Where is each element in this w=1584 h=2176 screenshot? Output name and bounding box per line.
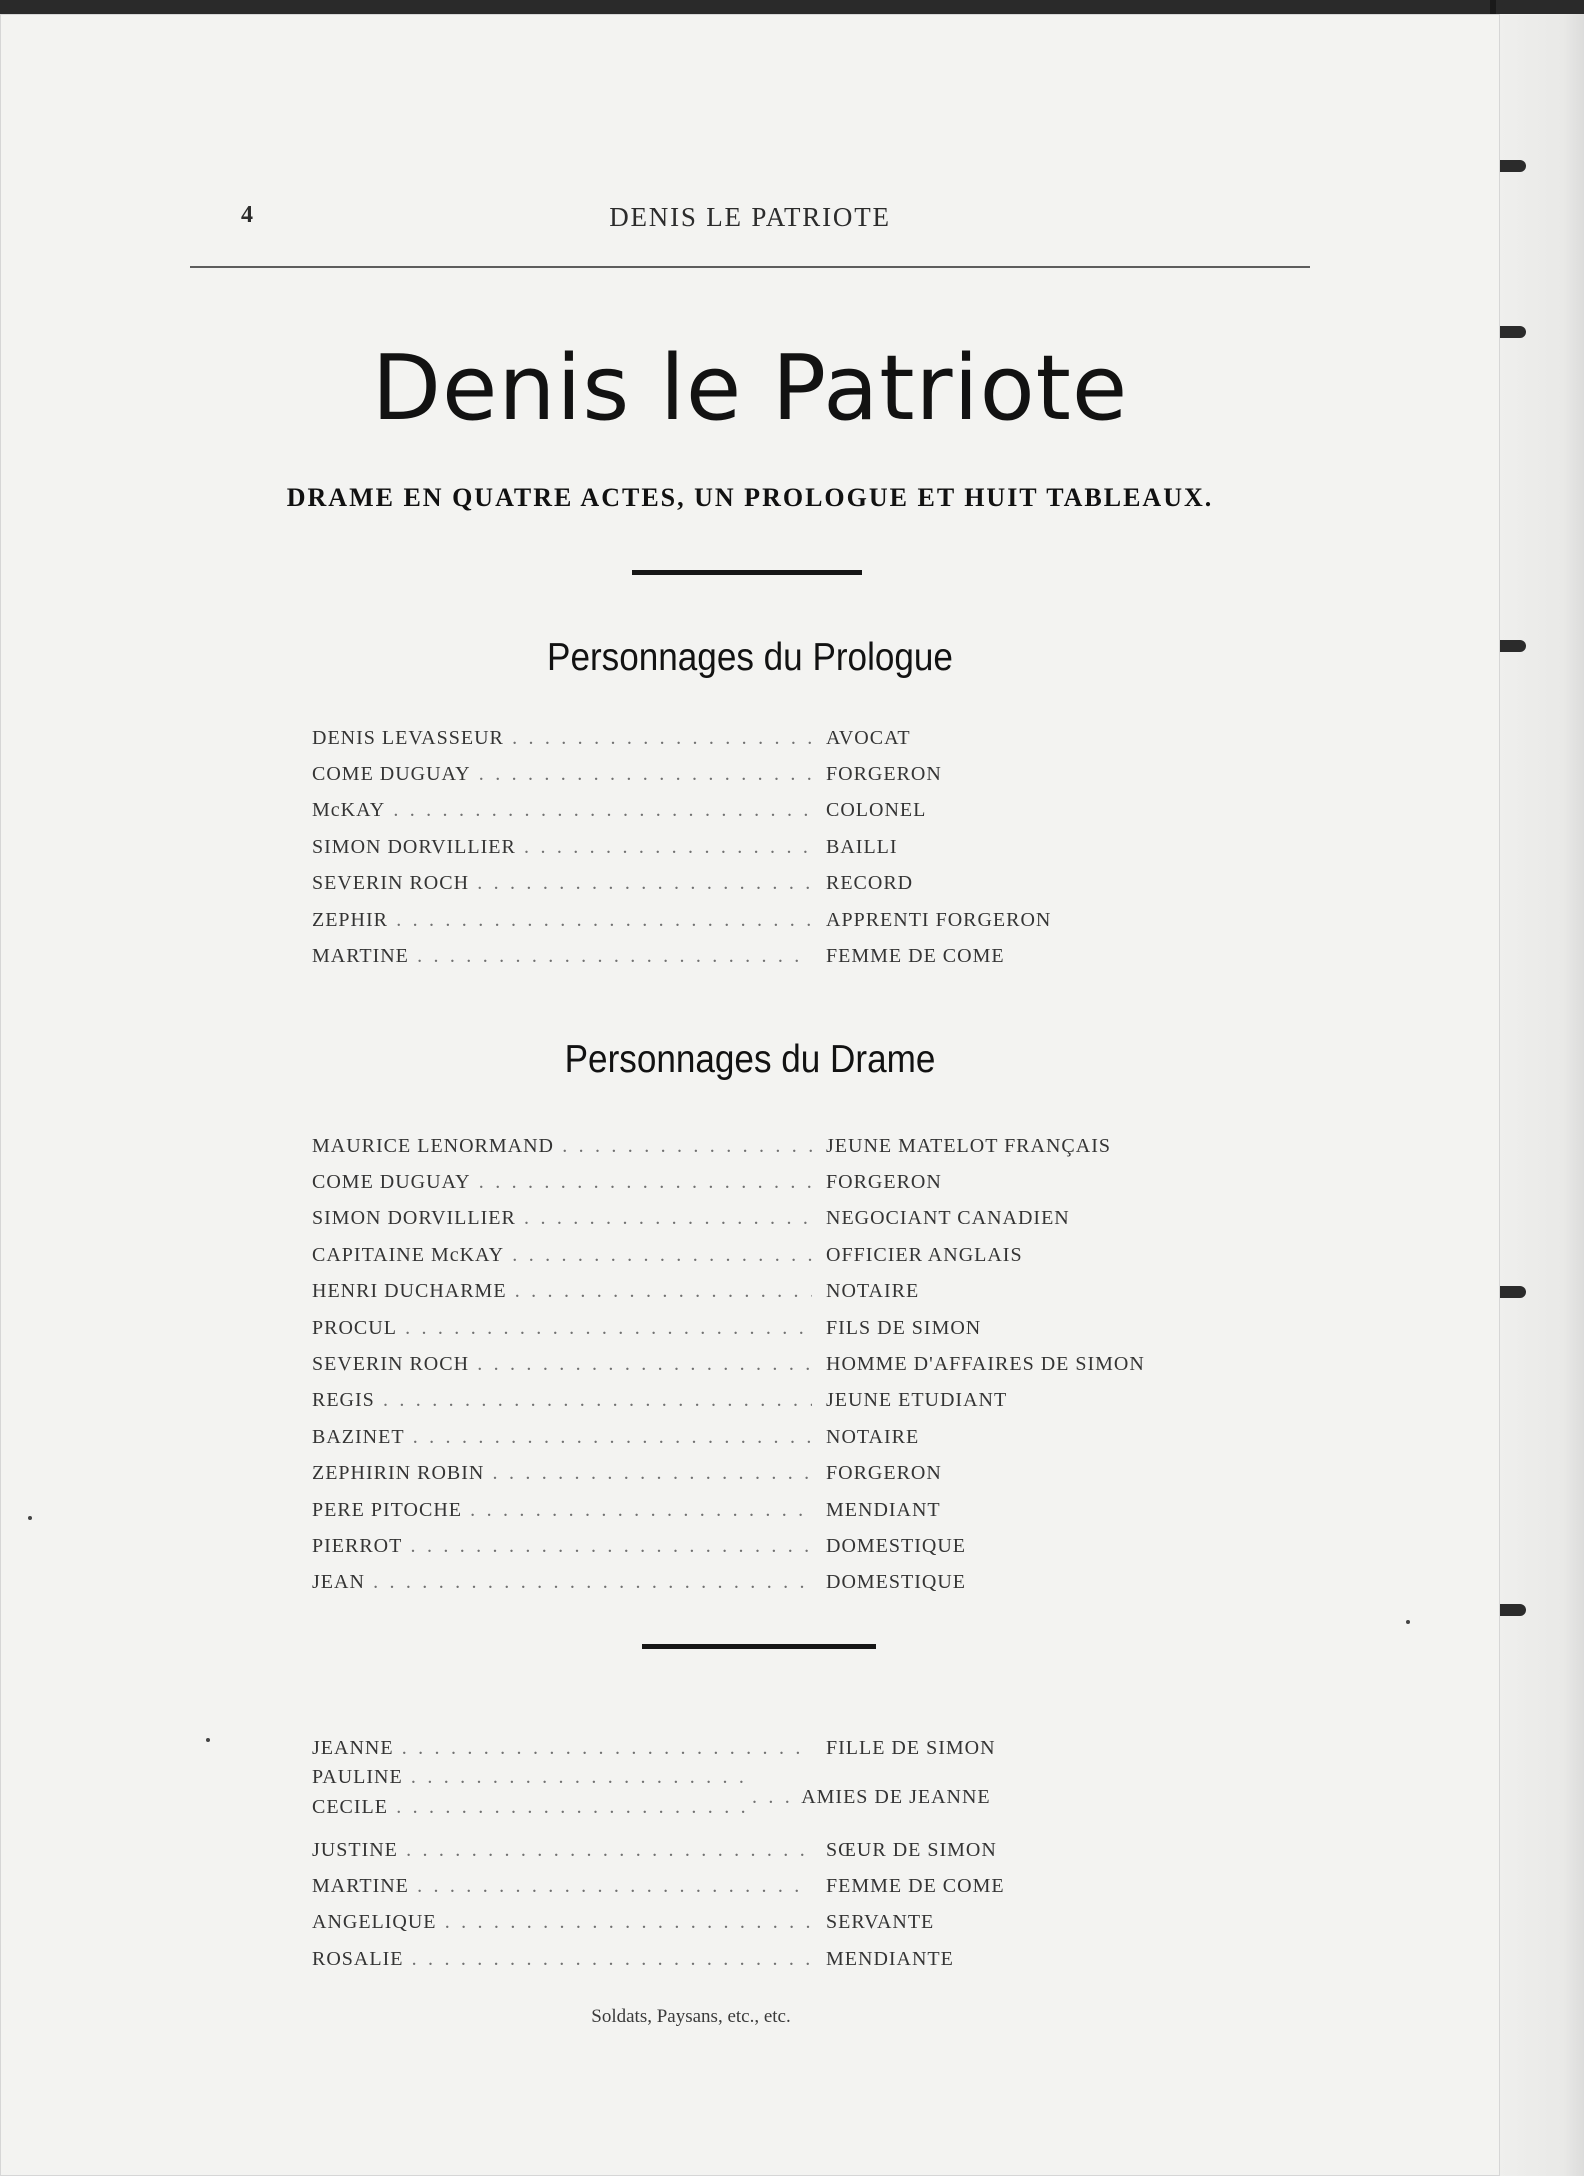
- female-cast-first: [312, 1730, 1212, 1766]
- character-role: FILLE DE SIMON: [826, 1736, 996, 1759]
- character-name: MARTINE . . .: [312, 945, 812, 968]
- cast-row: [312, 829, 1212, 865]
- character-name: CAPITAINE McKAY . . .: [312, 1244, 812, 1267]
- character-name: JEANNE . . .: [312, 1737, 812, 1760]
- document-page: [0, 14, 1500, 2176]
- cast-row: [312, 1310, 1212, 1346]
- cast-row: [312, 1730, 1212, 1766]
- character-role: . . . AMIES DE JEANNE: [752, 1786, 991, 1809]
- cast-row: [312, 1905, 1212, 1941]
- character-role: DOMESTIQUE: [826, 1534, 966, 1557]
- cast-row: [312, 1528, 1212, 1564]
- character-name: ANGELIQUE . . .: [312, 1911, 812, 1934]
- cast-row: [312, 1237, 1212, 1273]
- cast-row: [312, 1832, 1212, 1868]
- page-number: 4: [241, 202, 253, 228]
- character-name: SEVERIN ROCH . . .: [312, 1353, 812, 1376]
- character-role: APPRENTI FORGERON: [826, 908, 1052, 931]
- running-title: DENIS LE PATRIOTE: [609, 202, 891, 232]
- character-name: PIERROT . . .: [312, 1535, 812, 1558]
- character-name: MARTINE . . .: [312, 1875, 812, 1898]
- paired-cast-entry: [312, 1766, 1212, 1836]
- character-role: BAILLI: [826, 835, 898, 858]
- female-cast-list: [312, 1832, 1212, 1978]
- cast-row: [312, 902, 1212, 938]
- prologue-cast-list: [312, 720, 1212, 975]
- paper-speck: [28, 1516, 32, 1520]
- cast-row: [312, 1868, 1212, 1904]
- character-role: HOMME D'AFFAIRES DE SIMON: [826, 1353, 1145, 1376]
- header-rule: [190, 266, 1310, 268]
- prologue-heading: Personnages du Prologue: [547, 636, 953, 679]
- cast-row: [312, 793, 1212, 829]
- character-role: RECORD: [826, 872, 914, 895]
- character-name: ZEPHIRIN ROBIN . . .: [312, 1462, 812, 1485]
- cast-row: [312, 720, 1212, 756]
- drame-heading: Personnages du Drame: [564, 1038, 936, 1081]
- cast-row: [312, 1346, 1212, 1382]
- character-role: OFFICIER ANGLAIS: [826, 1243, 1023, 1266]
- character-role: MENDIANT: [826, 1498, 941, 1521]
- character-role: FEMME DE COME: [826, 945, 1005, 968]
- play-title: Denis le Patriote: [371, 336, 1129, 441]
- character-name: JUSTINE . . .: [312, 1839, 812, 1862]
- character-name: SIMON DORVILLIER . . .: [312, 836, 812, 859]
- character-name: JEAN . . .: [312, 1571, 812, 1594]
- footer-note: Soldats, Paysans, etc., etc.: [591, 2006, 791, 2027]
- character-role: FORGERON: [826, 1171, 942, 1194]
- character-role: FEMME DE COME: [826, 1875, 1005, 1898]
- cast-row: [312, 938, 1212, 974]
- character-role: SŒUR DE SIMON: [826, 1838, 997, 1861]
- divider-rule: [642, 1644, 876, 1649]
- paper-speck: [206, 1738, 210, 1742]
- character-name: SIMON DORVILLIER . . .: [312, 1207, 812, 1230]
- adjacent-page-edge: [1490, 14, 1584, 2176]
- character-name: ZEPHIR . . .: [312, 909, 812, 932]
- cast-row: [312, 756, 1212, 792]
- character-name: McKAY . . .: [312, 799, 812, 822]
- character-role: NOTAIRE: [826, 1280, 920, 1303]
- character-role: FILS DE SIMON: [826, 1316, 982, 1339]
- character-name: COME DUGUAY . . .: [312, 1171, 812, 1194]
- cast-row: [312, 1419, 1212, 1455]
- character-role: COLONEL: [826, 799, 927, 822]
- character-name: CECILE . . .: [312, 1796, 745, 1819]
- cast-row: [312, 1941, 1212, 1977]
- character-name: REGIS . . .: [312, 1389, 812, 1412]
- cast-row: [312, 1565, 1212, 1601]
- divider-rule: [632, 570, 862, 575]
- page-header: [190, 202, 1310, 242]
- character-name: DENIS LEVASSEUR . . .: [312, 727, 812, 750]
- paper-speck: [1406, 1620, 1410, 1624]
- cast-row: [312, 1274, 1212, 1310]
- play-subtitle: DRAME EN QUATRE ACTES, UN PROLOGUE ET HUIT TABLEAUX.: [286, 483, 1214, 512]
- cast-row: [312, 1128, 1212, 1164]
- character-role: FORGERON: [826, 1462, 942, 1485]
- character-role: NOTAIRE: [826, 1425, 920, 1448]
- cast-row: [312, 866, 1212, 902]
- cast-row: [312, 1164, 1212, 1200]
- character-role: FORGERON: [826, 763, 942, 786]
- character-role: JEUNE ETUDIANT: [826, 1389, 1008, 1412]
- character-role: MENDIANTE: [826, 1947, 954, 1970]
- character-name: BAZINET . . .: [312, 1426, 812, 1449]
- character-role: DOMESTIQUE: [826, 1571, 966, 1594]
- character-role: JEUNE MATELOT FRANÇAIS: [826, 1134, 1111, 1157]
- character-name: ROSALIE . . .: [312, 1948, 812, 1971]
- character-name: MAURICE LENORMAND . . .: [312, 1135, 812, 1158]
- character-role: AVOCAT: [826, 726, 911, 749]
- cast-row: [312, 1383, 1212, 1419]
- character-role: SERVANTE: [826, 1911, 935, 1934]
- character-role: NEGOCIANT CANADIEN: [826, 1207, 1070, 1230]
- character-name: PROCUL . . .: [312, 1317, 812, 1340]
- cast-row: [312, 1201, 1212, 1237]
- character-name: PAULINE . . .: [312, 1766, 745, 1789]
- character-name: HENRI DUCHARME . . .: [312, 1280, 812, 1303]
- character-name: PERE PITOCHE . . .: [312, 1499, 812, 1522]
- character-name: SEVERIN ROCH . . .: [312, 872, 812, 895]
- drame-cast-list: [312, 1128, 1212, 1601]
- cast-row: [312, 1492, 1212, 1528]
- character-name: COME DUGUAY . . .: [312, 763, 812, 786]
- cast-row: [312, 1456, 1212, 1492]
